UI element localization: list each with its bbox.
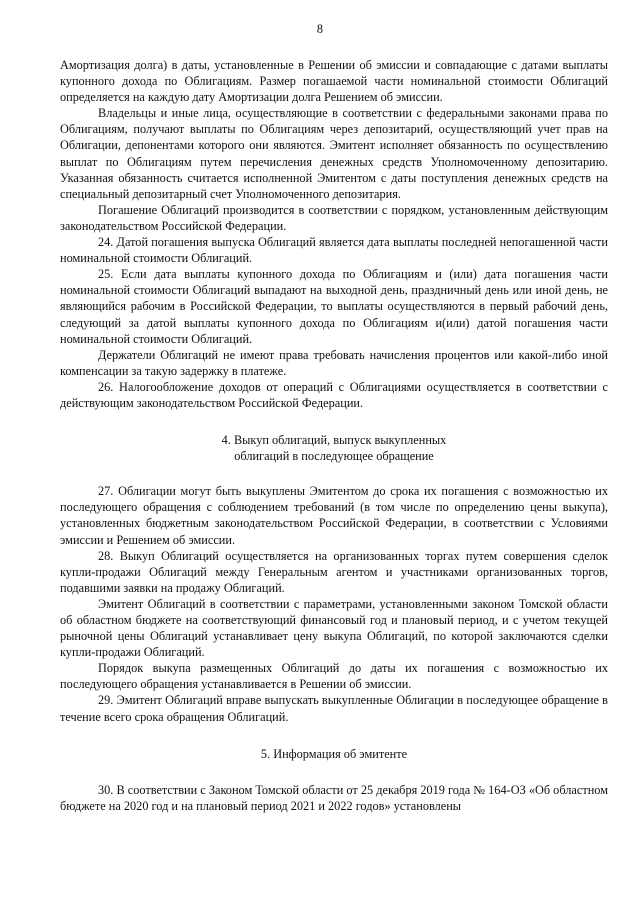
paragraph: Порядок выкупа размещенных Облигаций до даты их погашения с возможностью их последующего обращения устанавливается в Решении об эмиссии. — [60, 661, 608, 692]
page-number: 8 — [316, 22, 324, 36]
paragraph-item-24: 24. Датой погашения выпуска Облигаций является дата выплаты последней непогашенной части номинальной стоимости Облигаций. — [60, 235, 608, 266]
section-5-heading: 5. Информация об эмитенте — [260, 746, 408, 761]
paragraph: Держатели Облигаций не имеют права требовать начисления процентов или какой-либо иной компенсации за такую задержку в платеже. — [60, 347, 608, 378]
document-body — [60, 57, 608, 814]
paragraph: Амортизация долга) в даты, установленные в Решении об эмиссии и совпадающие с датами выплаты купонного дохода по Облигациям. Размер погашаемой части номинальной стоимости Облигаций определяется на каждую дату Амортизации долга Решением об эмиссии. — [60, 58, 608, 105]
paragraph: Погашение Облигаций производится в соответствии с порядком, установленным действующим законодательством Российской Федерации. — [60, 202, 608, 233]
paragraph-item-30: 30. В соответствии с Законом Томской области от 25 декабря 2019 года № 164-ОЗ «Об областном бюджете на 2020 год и на плановый период 2021 и 2022 годов» установлены — [60, 782, 608, 813]
paragraph-item-25: 25. Если дата выплаты купонного дохода по Облигациям и (или) дата погашения части номинальной стоимости Облигаций выпадают на выходной день, праздничный день или иной день, не являющийся рабочим в Российской Федерации, то выплаты осуществляются в первый рабочий день, следующий за датой выплаты купонного дохода по Облигациям и(или) датой погашения части номинальной стоимости Облигаций. — [60, 267, 608, 346]
paragraph-item-29: 29. Эмитент Облигаций вправе выпускать выкупленные Облигации в последующее обращение в течение всего срока обращения Облигаций. — [60, 693, 608, 724]
paragraph-item-26: 26. Налогообложение доходов от операций с Облигациями осуществляется в соответствии с действующим законодательством Российской Федерации. — [60, 379, 608, 410]
paragraph-item-28: 28. Выкуп Облигаций осуществляется на организованных торгах путем совершения сделок купли-продажи Облигаций между Генеральным агентом и участниками организованных торгов, подавшими заявки на продажу Облигаций. — [60, 548, 608, 595]
section-4-title-line2: облигаций в последующее обращение — [234, 449, 434, 464]
paragraph: Эмитент Облигаций в соответствии с параметрами, установленными законом Томской области об областном бюджете на соответствующий финансовый год и плановый период, и с учетом текущей рыночной цены Облигаций устанавливает цену выкупа Облигаций, по которой заключаются сделки купли-продажи Облигаций. — [60, 596, 608, 660]
paragraph: Владельцы и иные лица, осуществляющие в соответствии с федеральными законами права по Облигациям, получают выплаты по Облигациям через депозитарий, осуществляющий учет прав на Облигации, депонентами которого они являются. Эмитент исполняет обязанность по осуществлению выплат по Облигациям путем перечисления денежных средств Уполномоченному депозитарию. Указанная обязанность считается исполненной Эмитентом с даты поступления денежных средств на специальный депозитарный счет Уполномоченного депозитария. — [60, 106, 608, 201]
paragraph-item-27: 27. Облигации могут быть выкуплены Эмитентом до срока их погашения с возможностью их последующего обращения с соблюдением требований (в том числе по определению цены выкупа), установленных бюджетным законодательством Российской Федерации, в соответствии с Условиями эмиссии и Решением об эмиссии. — [60, 484, 608, 547]
section-4-title-line1: 4. Выкуп облигаций, выпуск выкупленных — [221, 433, 447, 448]
section-4-heading — [60, 432, 608, 464]
